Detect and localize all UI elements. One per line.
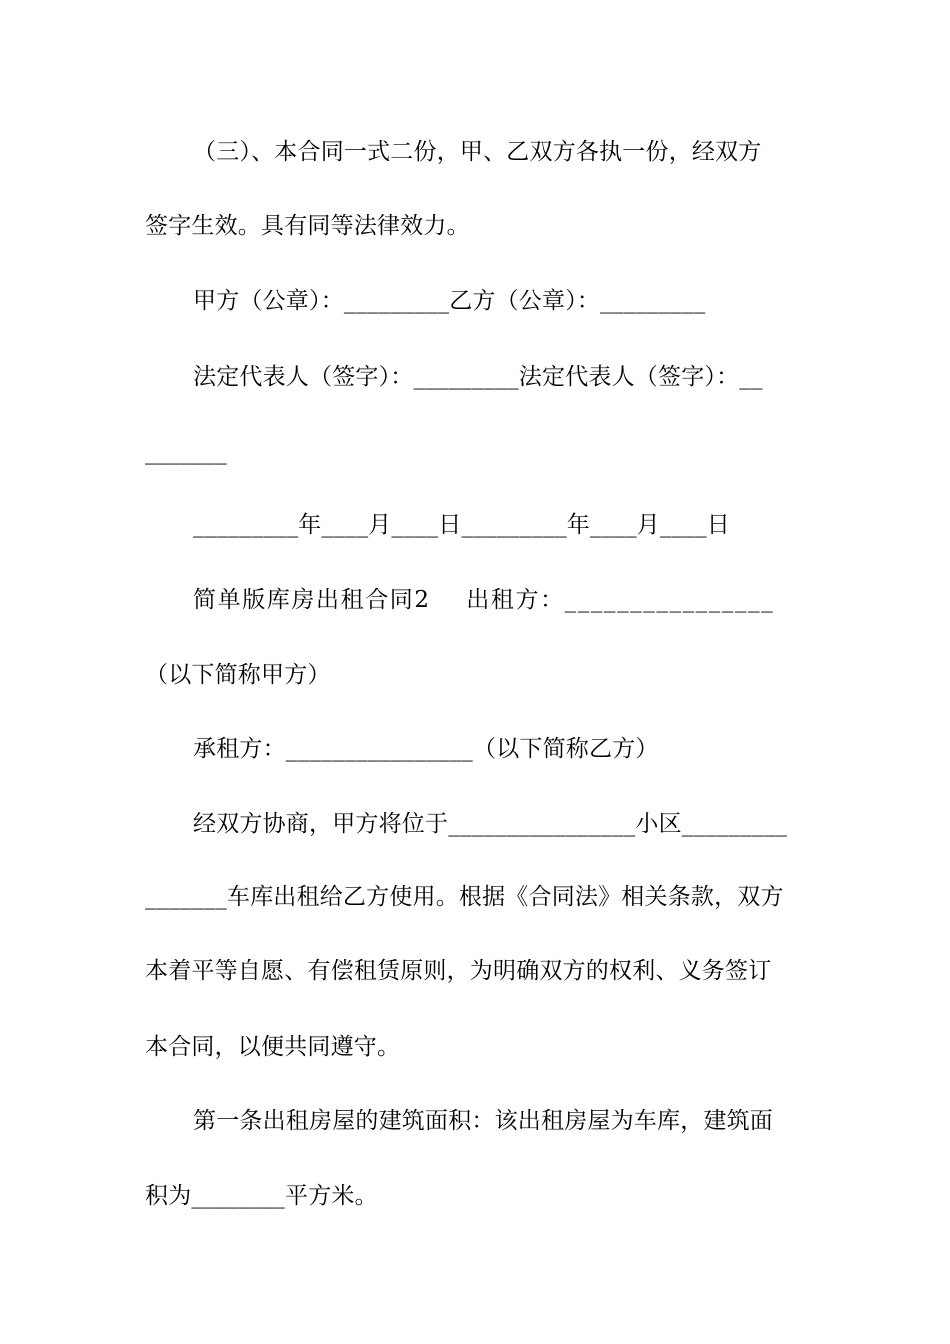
- article-one-line-1: 第一条出租房屋的建筑面积：该出租房屋为车库，建筑面: [193, 1108, 773, 1134]
- contract-title-lessor-line: 简单版库房出租合同2 出租方：________________: [193, 587, 775, 613]
- negotiation-paragraph-line-4: 本合同，以便共同遵守。: [145, 1034, 401, 1060]
- legal-representative-line: 法定代表人（签字）：_________法定代表人（签字）：__: [193, 364, 763, 390]
- negotiation-paragraph-line-3: 本着平等自愿、有偿租赁原则，为明确双方的权利、义务签订: [145, 958, 772, 984]
- negotiation-paragraph-line-2: _______车库出租给乙方使用。根据《合同法》相关条款，双方: [145, 884, 784, 910]
- negotiation-paragraph-line-1: 经双方协商，甲方将位于________________小区_________: [193, 811, 788, 837]
- lessee-line: 承租方：________________（以下简称乙方）: [193, 736, 659, 762]
- date-line: _________年____月____日_________年____月____日: [193, 512, 730, 538]
- contract-copies-clause: （三）、本合同一式二份，甲、乙双方各执一份，经双方: [193, 139, 762, 165]
- lessor-abbreviation: （以下简称甲方）: [145, 662, 331, 688]
- legal-representative-line-continued: _______: [145, 439, 227, 465]
- contract-copies-clause-continued: 签字生效。具有同等法律效力。: [145, 213, 470, 239]
- party-seal-line: 甲方（公章）：_________乙方（公章）：_________: [193, 288, 706, 314]
- article-one-line-2: 积为________平方米。: [145, 1183, 378, 1209]
